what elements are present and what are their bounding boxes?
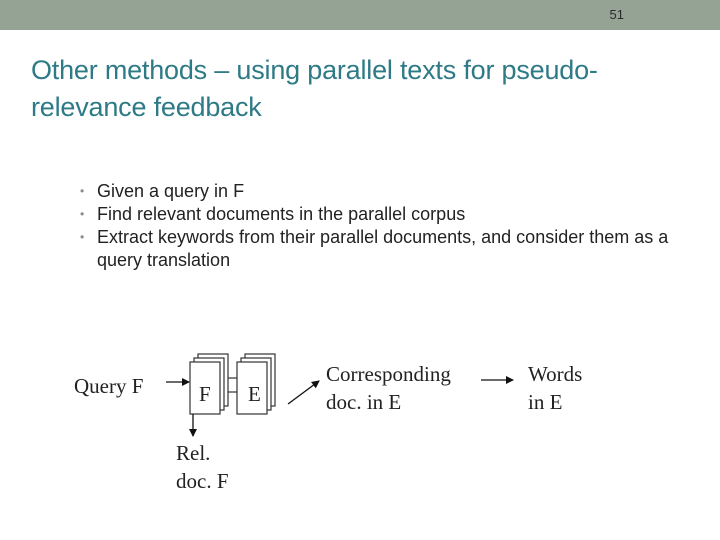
bullet-text: Find relevant documents in the parallel corpus: [97, 204, 466, 224]
arrow-e-to-corresponding: [288, 381, 319, 404]
words-line1: Words: [528, 362, 583, 386]
corresponding-line1: Corresponding: [326, 362, 451, 386]
rel-doc-line1: Rel.: [176, 441, 211, 465]
bullet-text: Given a query in F: [97, 181, 245, 201]
doc-f-label: F: [199, 382, 211, 406]
words-line2: in E: [528, 390, 563, 414]
rel-doc-label: [176, 439, 229, 495]
rel-doc-line2: doc. F: [176, 469, 229, 493]
bullet-text: Extract keywords from their parallel documents, and consider them as a query translation: [97, 227, 669, 270]
doc-e-label: E: [248, 382, 261, 406]
corresponding-line2: doc. in E: [326, 390, 402, 414]
parallel-link-icon: [228, 378, 237, 392]
bullet-icon: •: [80, 230, 85, 244]
slide-title: Other methods – using parallel texts for pseudo-relevance feedback: [31, 55, 598, 122]
bullet-icon: •: [80, 184, 85, 198]
bullet-icon: •: [80, 207, 85, 221]
slide-number: 51: [609, 7, 624, 22]
corresponding-doc-label: [326, 360, 451, 416]
words-in-e-label: [528, 360, 582, 416]
query-f-label: Query F: [74, 374, 144, 398]
